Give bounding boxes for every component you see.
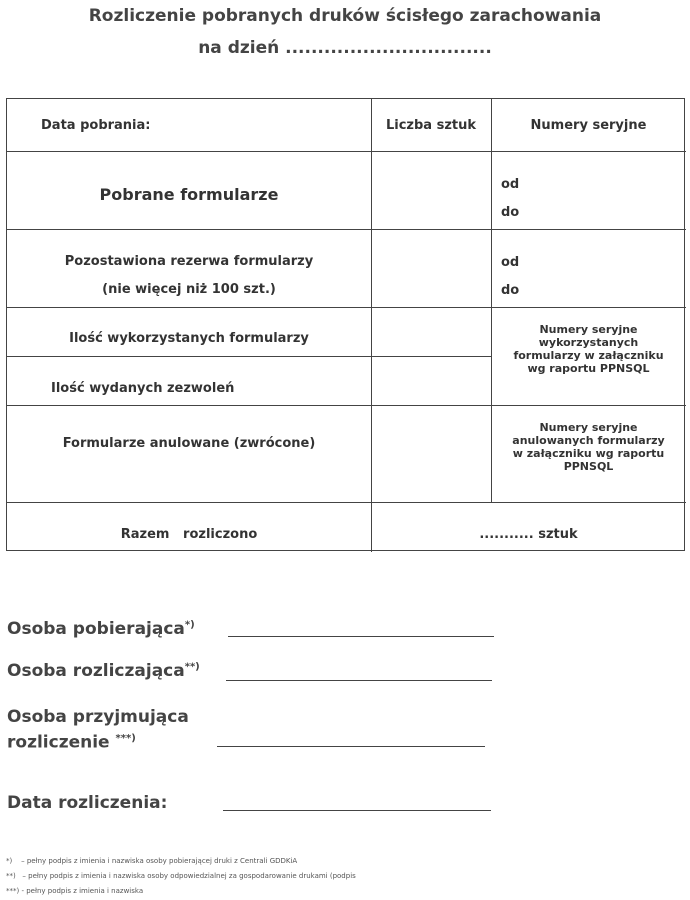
row-divider [7, 405, 686, 406]
row-divider [7, 229, 686, 230]
header-serial: Numery seryjne [530, 118, 647, 133]
row-cancelled-label: Formularze anulowane (zwrócone) [62, 436, 316, 451]
signature-settler-line[interactable] [226, 680, 492, 681]
document-date-line: na dzień ................................ [198, 38, 492, 58]
settlement-table [6, 98, 685, 551]
row-total-value: ........... sztuk [479, 527, 578, 542]
taken-from-label: od [501, 177, 520, 192]
row-divider [7, 151, 686, 152]
signature-receiver-label: Osoba przyjmująca rozliczenie ***) [7, 707, 189, 753]
footnote-1: *) – pełny podpis z imienia i nazwiska osoby pobierającej druki z Centrali GDDKiA [6, 857, 298, 865]
column-divider [371, 99, 372, 552]
row-divider [7, 356, 491, 357]
row-divider [7, 307, 686, 308]
settlement-date-line[interactable] [223, 810, 491, 811]
reserve-to-label: do [501, 283, 520, 298]
serial-used-note: Numery seryjne wykorzystanych formularzy w załączniku wg raportu PPNSQL [513, 323, 664, 375]
header-count: Liczba sztuk [385, 118, 477, 133]
taken-to-label: do [501, 205, 520, 220]
row-issued-label: Ilość wydanych zezwoleń [51, 381, 235, 396]
row-used-label: Ilość wykorzystanych formularzy [69, 331, 309, 346]
row-reserve-label: Pozostawiona rezerwa formularzy [64, 254, 314, 269]
settlement-date-label: Data rozliczenia: [7, 793, 168, 813]
footnote-2: **) – pełny podpis z imienia i nazwiska osoby odpowiedzialnej za gospodarowanie drukami (podpis [6, 872, 356, 880]
row-divider [7, 502, 686, 503]
signature-taker-label: Osoba pobierająca*) [7, 619, 195, 639]
signature-taker-line[interactable] [228, 636, 494, 637]
row-total-label: Razem rozliczono [120, 527, 258, 542]
signature-receiver-line[interactable] [217, 746, 485, 747]
serial-cancelled-note: Numery seryjne anulowanych formularzy w załączniku wg raportu PPNSQL [512, 421, 665, 473]
signature-settler-label: Osoba rozliczająca**) [7, 661, 200, 681]
row-reserve-note: (nie więcej niż 100 szt.) [102, 282, 276, 297]
header-date: Data pobrania: [41, 118, 151, 133]
reserve-from-label: od [501, 255, 520, 270]
row-taken-label: Pobrane formularze [99, 185, 279, 204]
document-title: Rozliczenie pobranych druków ścisłego zarachowania [88, 6, 602, 26]
footnote-3: ***) - pełny podpis z imienia i nazwiska [6, 887, 144, 895]
